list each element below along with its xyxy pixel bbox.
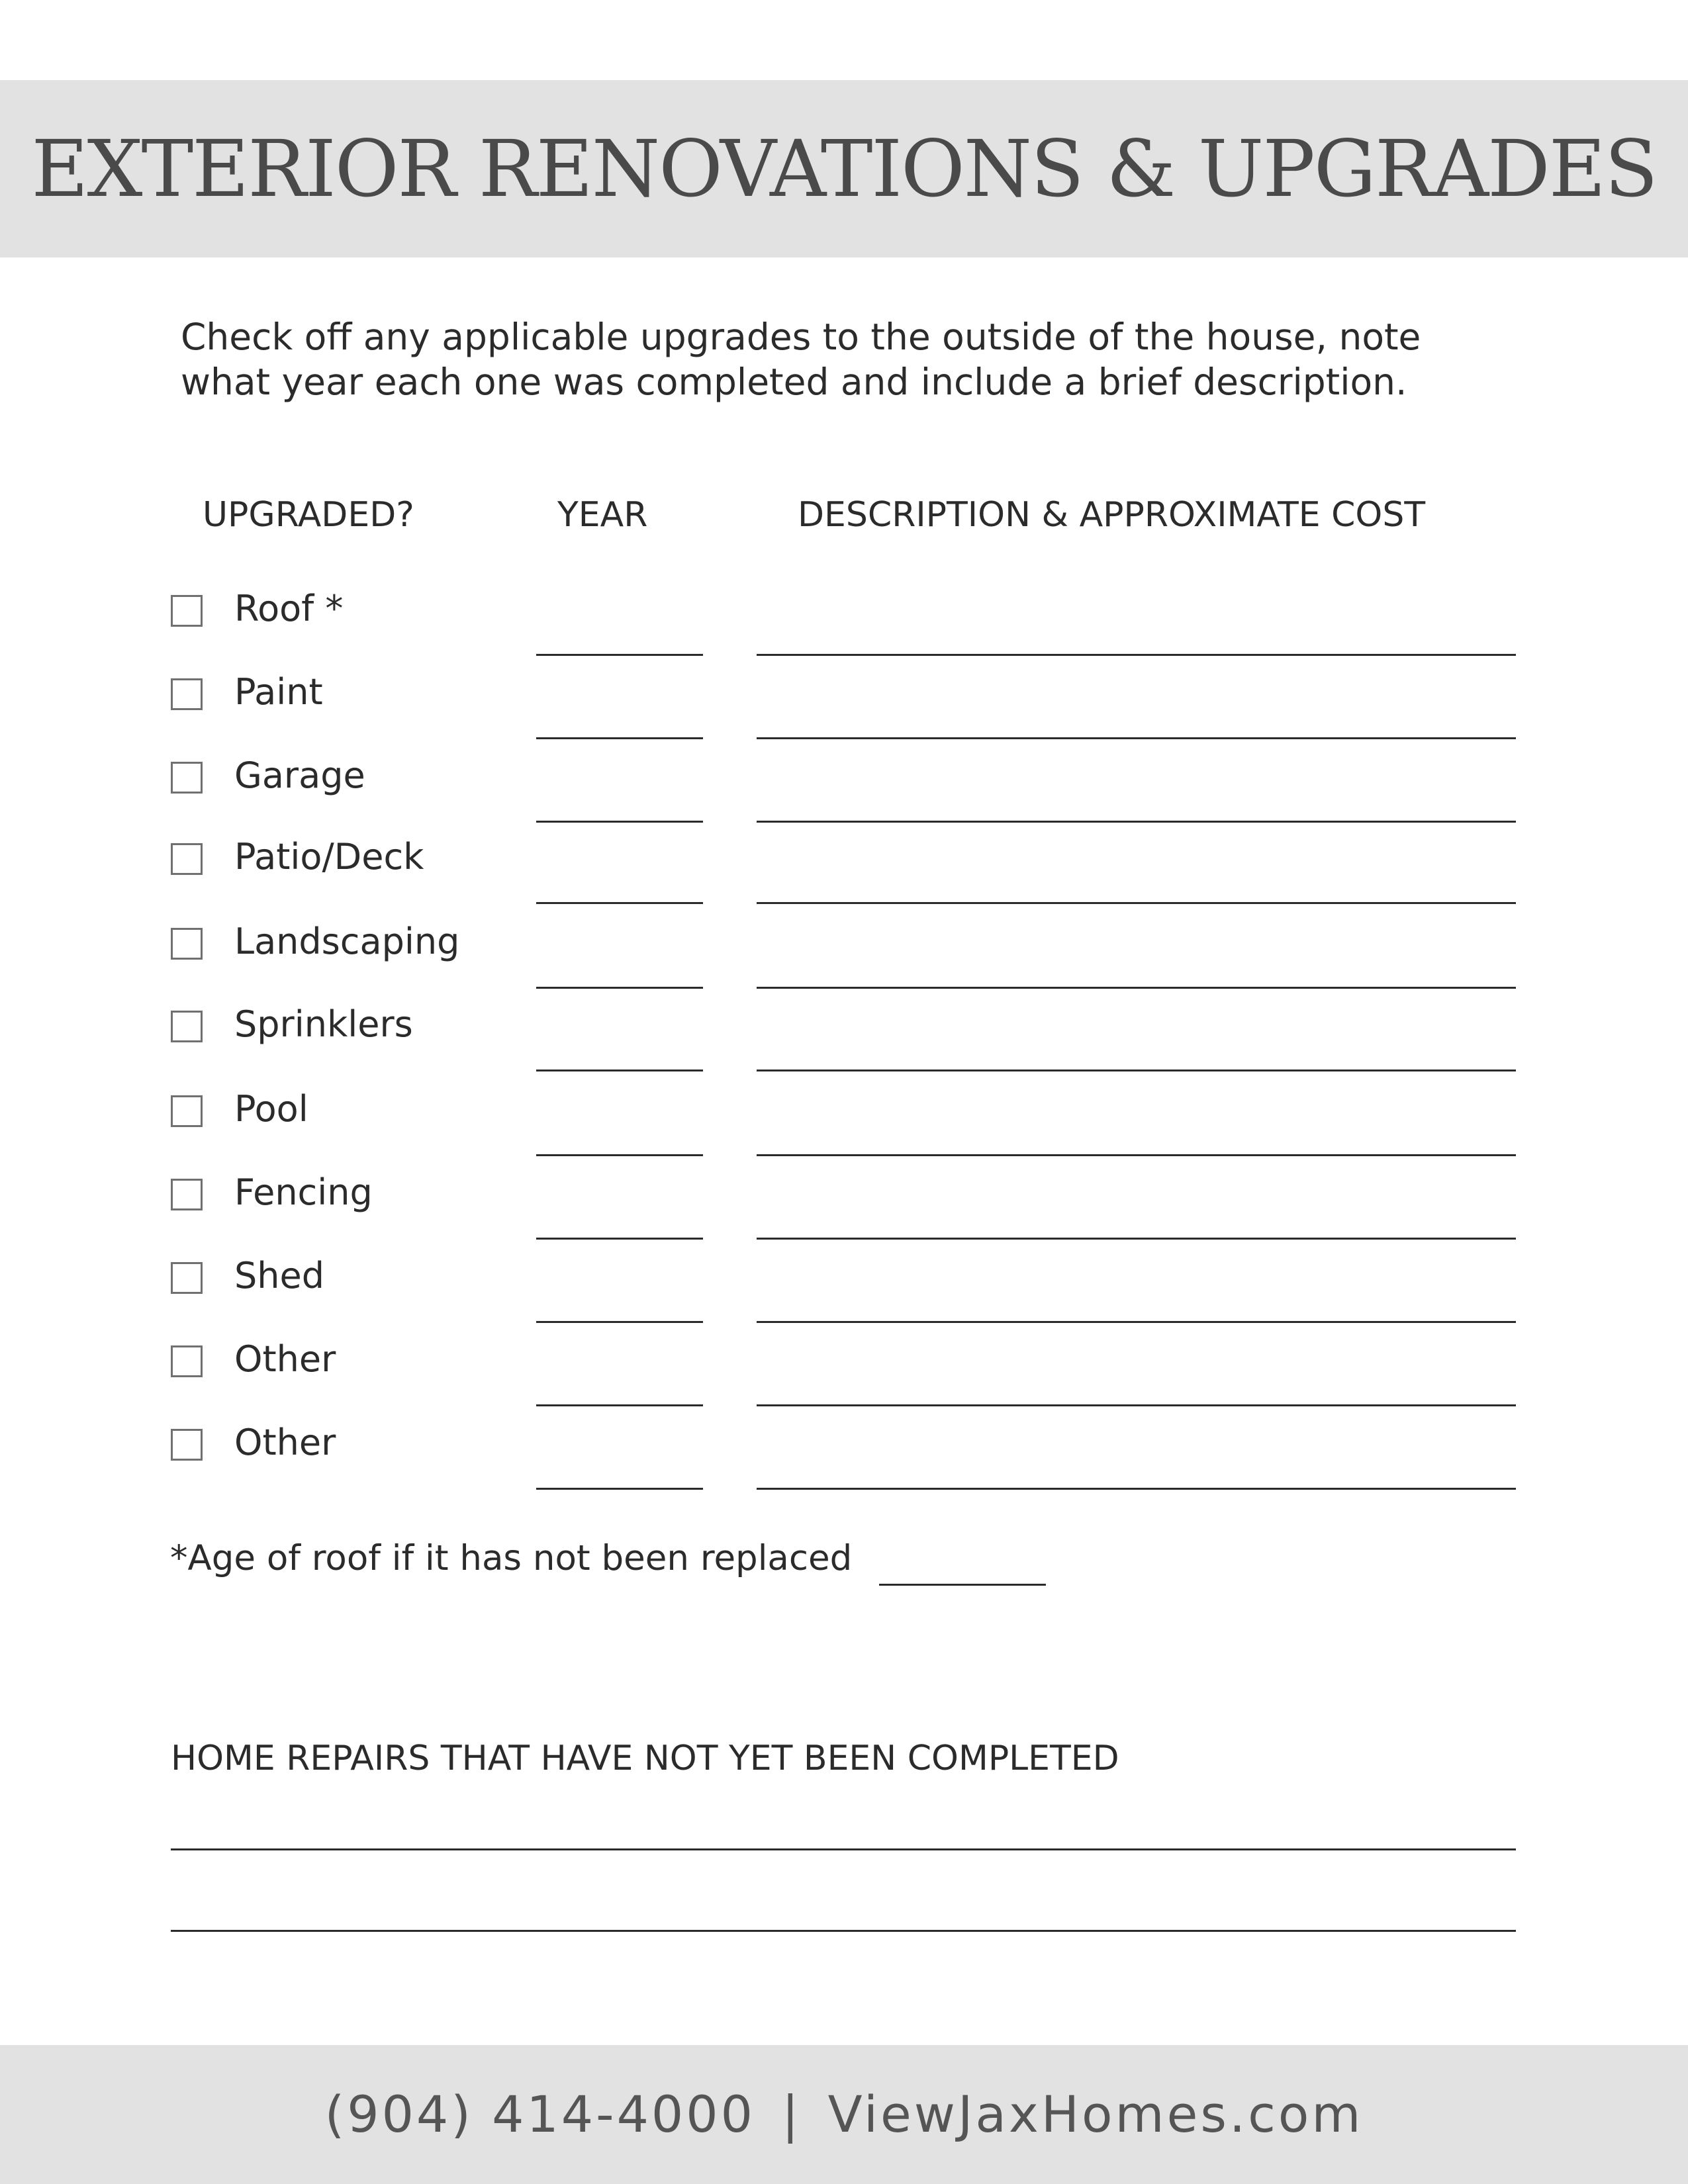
description-input-line[interactable] — [757, 1466, 1516, 1490]
description-input-line[interactable] — [757, 1383, 1516, 1406]
column-header-upgraded: UPGRADED? — [203, 495, 414, 535]
upgrade-checkbox[interactable] — [171, 1262, 203, 1294]
repair-input-line[interactable] — [171, 1824, 1516, 1850]
description-input-line[interactable] — [757, 632, 1516, 656]
upgrade-checkbox[interactable] — [171, 1429, 203, 1461]
upgrade-label: Sprinklers — [234, 1003, 413, 1045]
upgrade-label: Paint — [234, 671, 323, 713]
upgrade-label: Patio/Deck — [234, 836, 424, 878]
upgrade-label: Garage — [234, 754, 365, 796]
year-input-line[interactable] — [536, 715, 703, 739]
footer-website: ViewJaxHomes.com — [827, 2085, 1364, 2144]
year-input-line[interactable] — [536, 1299, 703, 1323]
upgrade-row — [0, 1338, 1688, 1429]
upgrade-label: Roof * — [234, 588, 344, 629]
description-input-line[interactable] — [757, 715, 1516, 739]
description-input-line[interactable] — [757, 1216, 1516, 1240]
upgrade-row — [0, 1171, 1688, 1262]
upgrade-label: Shed — [234, 1255, 325, 1297]
footer-contact — [0, 2045, 1688, 2184]
page-title: EXTERIOR RENOVATIONS & UPGRADES — [31, 123, 1657, 214]
intro-line-2: what year each one was completed and include a brief description. — [181, 361, 1407, 403]
description-input-line[interactable] — [757, 880, 1516, 904]
description-input-line[interactable] — [757, 799, 1516, 823]
upgrade-checkbox[interactable] — [171, 928, 203, 960]
repair-input-line[interactable] — [171, 1905, 1516, 1932]
upgrade-row — [0, 1422, 1688, 1512]
upgrade-row — [0, 671, 1688, 762]
upgrade-checkbox[interactable] — [171, 762, 203, 794]
year-input-line[interactable] — [536, 799, 703, 823]
upgrade-row — [0, 754, 1688, 845]
upgrade-row — [0, 1003, 1688, 1094]
year-input-line[interactable] — [536, 632, 703, 656]
upgrade-checkbox[interactable] — [171, 678, 203, 710]
year-input-line[interactable] — [536, 1383, 703, 1406]
year-input-line[interactable] — [536, 1216, 703, 1240]
description-input-line[interactable] — [757, 1132, 1516, 1156]
upgrade-checkbox[interactable] — [171, 1345, 203, 1377]
description-input-line[interactable] — [757, 965, 1516, 989]
intro-text — [181, 314, 1538, 404]
upgrade-checkbox[interactable] — [171, 1011, 203, 1042]
year-input-line[interactable] — [536, 880, 703, 904]
year-input-line[interactable] — [536, 1466, 703, 1490]
upgrade-label: Other — [234, 1422, 336, 1463]
column-header-year: YEAR — [557, 495, 648, 535]
upgrade-checkbox[interactable] — [171, 843, 203, 875]
upgrade-row — [0, 921, 1688, 1011]
year-input-line[interactable] — [536, 1132, 703, 1156]
upgrade-row — [0, 1255, 1688, 1345]
upgrade-label: Other — [234, 1338, 336, 1380]
footer-separator: | — [781, 2085, 802, 2144]
year-input-line[interactable] — [536, 1048, 703, 1071]
upgrade-checkbox[interactable] — [171, 1179, 203, 1210]
upgrade-row — [0, 588, 1688, 678]
description-input-line[interactable] — [757, 1048, 1516, 1071]
upgrade-label: Pool — [234, 1088, 308, 1130]
upgrade-checkbox[interactable] — [171, 595, 203, 627]
upgrade-row — [0, 1088, 1688, 1179]
year-input-line[interactable] — [536, 965, 703, 989]
upgrade-label: Fencing — [234, 1171, 373, 1213]
upgrade-row — [0, 836, 1688, 927]
upgrade-label: Landscaping — [234, 921, 460, 962]
roof-age-input-line[interactable] — [879, 1559, 1046, 1586]
intro-line-1: Check off any applicable upgrades to the outside of the house, note — [181, 316, 1421, 358]
upgrade-checkbox[interactable] — [171, 1095, 203, 1127]
description-input-line[interactable] — [757, 1299, 1516, 1323]
footer-phone: (904) 414-4000 — [324, 2085, 755, 2144]
column-header-description: DESCRIPTION & APPROXIMATE COST — [798, 495, 1426, 535]
repairs-heading: HOME REPAIRS THAT HAVE NOT YET BEEN COMPLETED — [171, 1739, 1119, 1778]
roof-age-label: *Age of roof if it has not been replaced — [170, 1538, 853, 1578]
